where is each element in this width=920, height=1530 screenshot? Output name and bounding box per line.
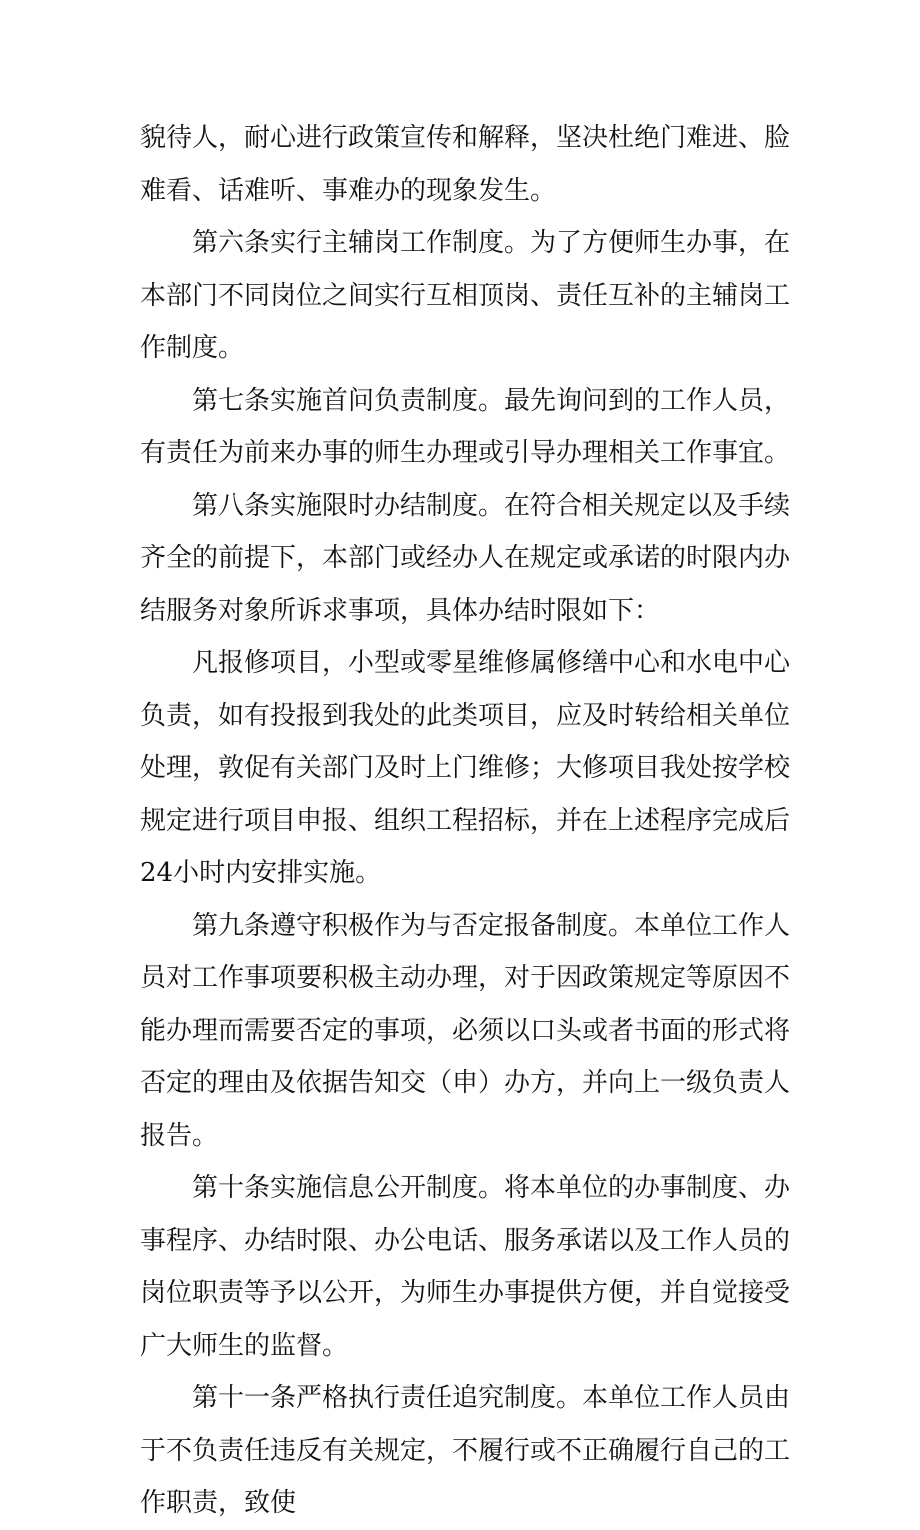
paragraph-continuation: 貌待人，耐心进行政策宣传和解释，坚决杜绝门难进、脸难看、话难听、事难办的现象发生。: [140, 123, 791, 206]
paragraph-article-9: 第九条遵守积极作为与否定报备制度。本单位工作人员对工作事项要积极主动办理，对于因政策规定等原因不能办理而需要否定的事项，必须以口头或者书面的形式将否定的理由及依据告知交（申）办方，并向上一级负责人报告。: [140, 910, 791, 1151]
document-body: [140, 112, 790, 1530]
paragraph-article-7: 第七条实施首问负责制度。最先询问到的工作人员，有责任为前来办事的师生办理或引导办理相关工作事宜。: [140, 385, 791, 468]
paragraph-article-8: 第八条实施限时办结制度。在符合相关规定以及手续齐全的前提下，本部门或经办人在规定或承诺的时限内办结服务对象所诉求事项，具体办结时限如下：: [140, 490, 791, 626]
paragraph-article-10: 第十条实施信息公开制度。将本单位的办事制度、办事程序、办结时限、办公电话、服务承诺以及工作人员的岗位职责等予以公开，为师生办事提供方便，并自觉接受广大师生的监督。: [140, 1173, 791, 1361]
paragraph-article-6: 第六条实行主辅岗工作制度。为了方便师生办事，在本部门不同岗位之间实行互相顶岗、责任互补的主辅岗工作制度。: [140, 228, 791, 363]
paragraph-repair-items: 凡报修项目，小型或零星维修属修缮中心和水电中心负责，如有投报到我处的此类项目，应及时转给相关单位处理，敦促有关部门及时上门维修；大修项目我处按学校规定进行项目申报、组织工程招标，并在上述程序完成后24小时内安排实施。: [140, 648, 791, 888]
paragraph-article-11: 第十一条严格执行责任追究制度。本单位工作人员由于不负责任违反有关规定，不履行或不正确履行自己的工作职责，致使: [140, 1383, 791, 1518]
